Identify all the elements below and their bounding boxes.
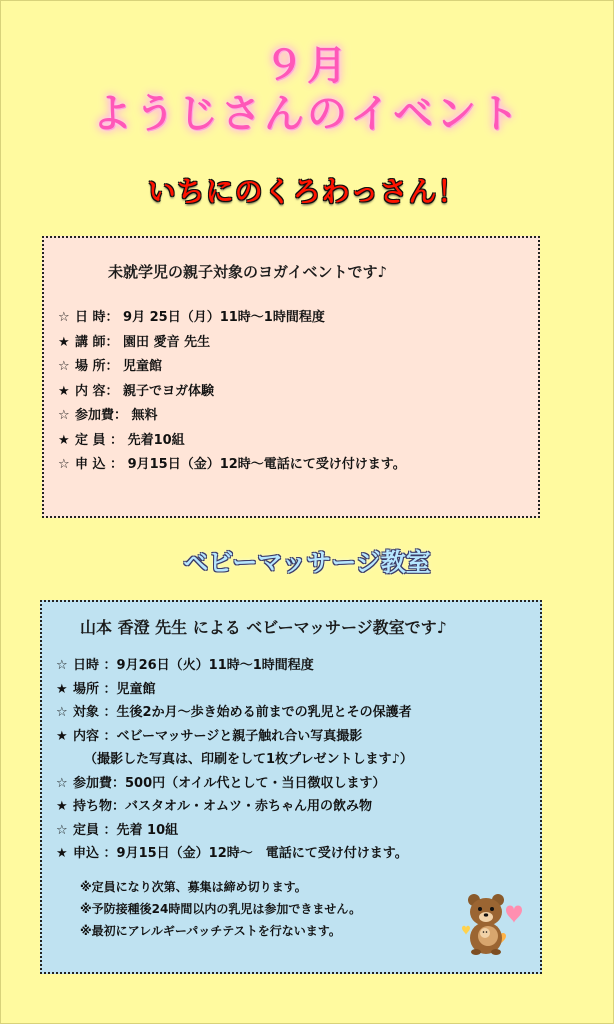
note-item: ※最初にアレルギーパッチテストを行ないます。: [80, 924, 341, 938]
star-icon: ★: [56, 681, 68, 697]
note-item: ※定員になり次第、募集は締め切ります。: [80, 880, 307, 894]
row-text: （撮影した写真は、印刷をして1枚プレゼントします♪）: [84, 752, 413, 767]
star-icon: ☆: [58, 457, 70, 472]
baby-row-datetime: [56, 654, 413, 678]
star-icon: ★: [58, 334, 70, 350]
row-text: 申込 ：9月15日（金）12時～ 電話にて受け付けます。: [73, 846, 408, 861]
row-text: 定 員 ： 先着10組: [75, 432, 185, 448]
yoga-section-title: いちにのくろわっさん！: [147, 175, 467, 208]
row-text: 内 容： 親子でヨガ体験: [75, 383, 215, 399]
row-text: 場所 ：児童館: [73, 681, 156, 697]
baby-row-target: [56, 701, 413, 725]
star-icon: ☆: [56, 658, 68, 673]
yoga-row-fee: [58, 404, 406, 429]
star-icon: ★: [58, 432, 70, 448]
star-icon: ★: [58, 383, 70, 399]
baby-row-content-note: [56, 748, 413, 772]
yoga-row-place: [58, 355, 406, 380]
row-text: 対象 ：生後2か月～歩き始める前までの乳児とその保護者: [73, 705, 412, 720]
baby-section-title: ベビーマッサージ教室: [183, 548, 431, 577]
baby-detail-list: [56, 654, 413, 866]
star-icon: ☆: [56, 822, 68, 838]
row-text: 申 込 ： 9月15日（金）12時～電話にて受け付けます。: [75, 457, 406, 472]
baby-row-place: [56, 678, 413, 702]
yoga-info-box: [42, 236, 540, 518]
star-icon: ☆: [56, 775, 68, 791]
yoga-row-application: [58, 453, 406, 478]
star-icon: ★: [56, 728, 68, 744]
page-title-month: ９月: [264, 43, 350, 89]
star-icon: ☆: [58, 408, 70, 423]
baby-row-application: [56, 842, 413, 866]
page-title-main: ようじさんのイベント: [92, 91, 522, 137]
star-icon: ☆: [58, 359, 70, 374]
yoga-row-content: [58, 380, 406, 405]
star-icon: ★: [56, 799, 68, 814]
row-text: 日時 ：9月26日（火）11時～1時間程度: [73, 658, 314, 673]
row-text: 場 所： 児童館: [75, 359, 163, 374]
note-item: ※予防接種後24時間以内の乳児は参加できません。: [80, 902, 362, 916]
page-title: [0, 42, 614, 138]
baby-row-fee: [56, 772, 413, 796]
baby-heading: 山本 香澄 先生 による ベビーマッサージ教室です♪: [80, 618, 447, 637]
star-icon: ☆: [58, 310, 70, 325]
baby-notes: [80, 876, 361, 942]
yoga-detail-list: [58, 306, 406, 478]
bear-with-cub-icon: [458, 888, 528, 958]
yoga-row-instructor: [58, 331, 406, 356]
row-text: 定員 ：先着 10組: [73, 822, 179, 838]
row-text: 日 時： 9月 25日（月）11時～1時間程度: [75, 310, 325, 325]
row-text: 参加費： 無料: [75, 408, 158, 423]
row-text: 内容 ：ベビーマッサージと親子触れ合い写真撮影: [73, 728, 363, 744]
row-text: 参加費：500円（オイル代として・当日徴収します）: [73, 775, 386, 791]
row-text: 講 師： 園田 愛音 先生: [75, 334, 211, 350]
baby-row-content: [56, 725, 413, 749]
yoga-row-datetime: [58, 306, 406, 331]
row-text: 持ち物：バスタオル・オムツ・赤ちゃん用の飲み物: [73, 799, 373, 814]
baby-row-capacity: [56, 819, 413, 843]
star-icon: ★: [56, 846, 68, 861]
yoga-row-capacity: [58, 429, 406, 454]
star-icon: ☆: [56, 705, 68, 720]
baby-info-box: [40, 600, 542, 974]
yoga-heading: 未就学児の親子対象のヨガイベントです♪: [108, 263, 388, 281]
baby-row-belongings: [56, 795, 413, 819]
